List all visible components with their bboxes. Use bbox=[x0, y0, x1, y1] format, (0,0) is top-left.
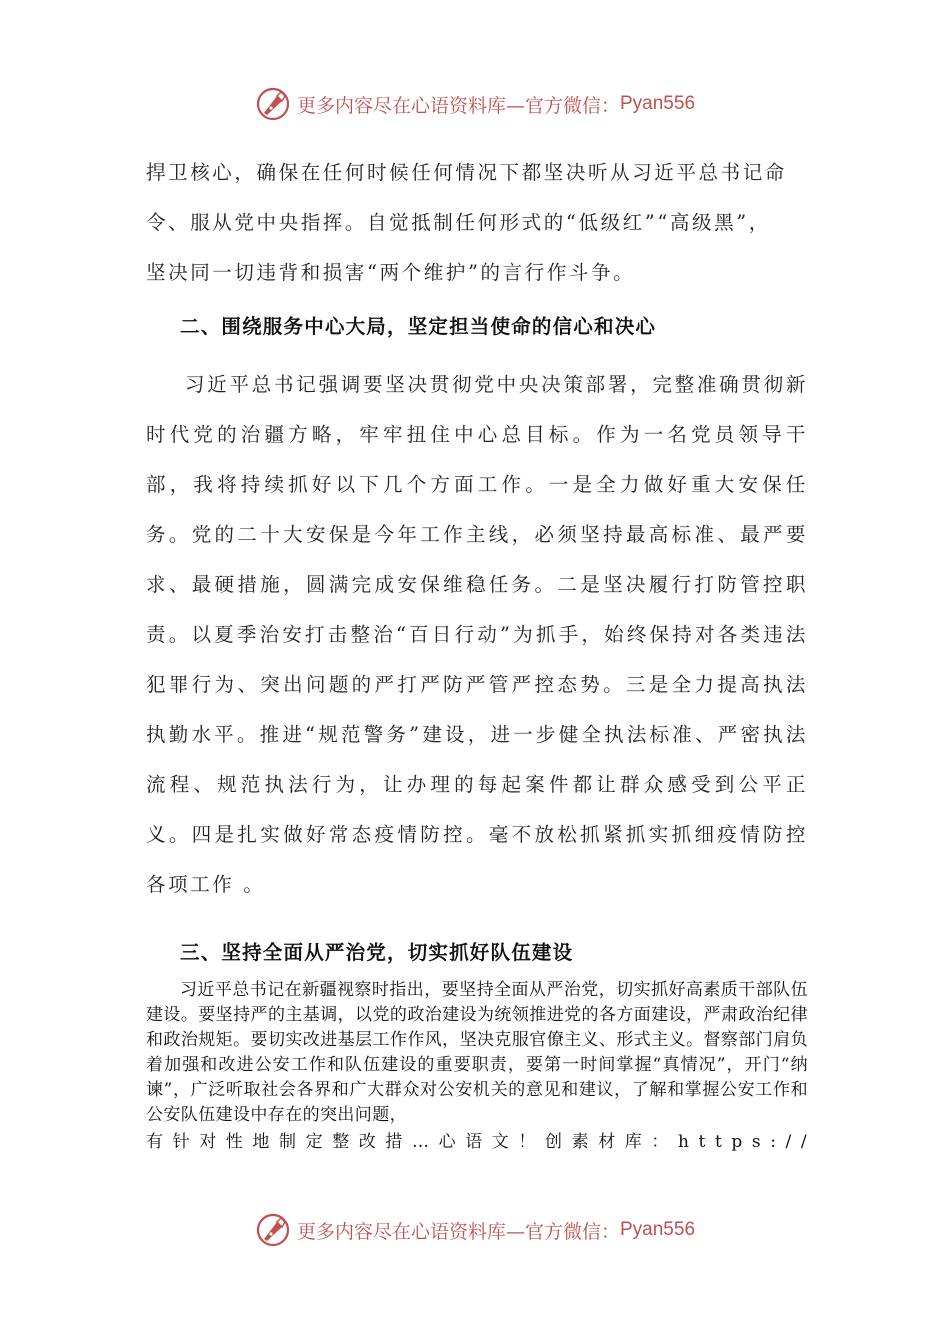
watermark-wechat-id: Pyan556 bbox=[620, 1219, 696, 1240]
watermark-text: 更多内容尽在心语资料库—官方微信： bbox=[296, 94, 620, 117]
watermark-text: 更多内容尽在心语资料库—官方微信： bbox=[296, 1220, 620, 1243]
bottom-watermark-banner bbox=[0, 1210, 950, 1250]
section-2-heading: 二、围绕服务中心大局，坚定担当使命的信心和决心 bbox=[180, 315, 657, 338]
pen-nib-logo-icon bbox=[255, 86, 291, 122]
intro-line: 坚决同一切违背和损害“两个维护”的言行作斗争。 bbox=[146, 261, 636, 284]
intro-line: 令、服从党中央指挥。自觉抵制任何形式的“低级红”“高级黑”， bbox=[146, 211, 771, 234]
section-3-last-line: 有针对性地制定整改措…心语文！创素材库：https:// bbox=[146, 1132, 817, 1152]
watermark-wechat-id: Pyan556 bbox=[620, 93, 696, 114]
section-2-body: 习近平总书记强调要坚决贯彻党中央决策部署，完整准确贯彻新时代党的治疆方略，牢牢扭住中心总目标。作为一名党员领导干部，我将持续抓好以下几个方面工作。一是全力做好重大安保任务。党的二十大安保是今年工作主线，必须坚持最高标准、最严要求、最硬措施，圆满完成安保维稳任务。二是坚决履行打防管控职责。以夏季治安打击整治“百日行动”为抓手，始终保持对各类违法犯罪行为、突出问题的严打严防严管严控态势。三是全力提高执法执勤水平。推进“规范警务”建设，进一步健全执法标准、严密执法流程、规范执法行为，让办理的每起案件都让群众感受到公平正义。四是扎实做好常态疫情防控。毫不放松抓紧抓实抓细疫情防控各项工作 。 bbox=[146, 373, 808, 896]
top-watermark-banner bbox=[0, 84, 950, 124]
document-body bbox=[146, 148, 817, 1156]
pen-nib-logo-icon bbox=[255, 1212, 291, 1248]
intro-line: 捍卫核心，确保在任何时候任何情况下都坚决听从习近平总书记命 bbox=[146, 161, 787, 184]
section-3-body: 习近平总书记在新疆视察时指出，要坚持全面从严治党，切实抓好高素质干部队伍建设。要坚持严的主基调，以党的政治建设为统领推进党的各方面建设，严肃政治纪律和政治规矩。要切实改进基层工作作风，坚决克服官僚主义、形式主义。督察部门肩负着加强和改进公安工作和队伍建设的重要职责，要第一时间掌握“真情况”，开门“纳谏”，广泛听取社会各界和广大群众对公安机关的意见和建议，了解和掌握公安工作和公安队伍建设中存在的突出问题， bbox=[146, 980, 808, 1125]
section-3-heading: 三、坚持全面从严治党，切实抓好队伍建设 bbox=[180, 941, 574, 964]
